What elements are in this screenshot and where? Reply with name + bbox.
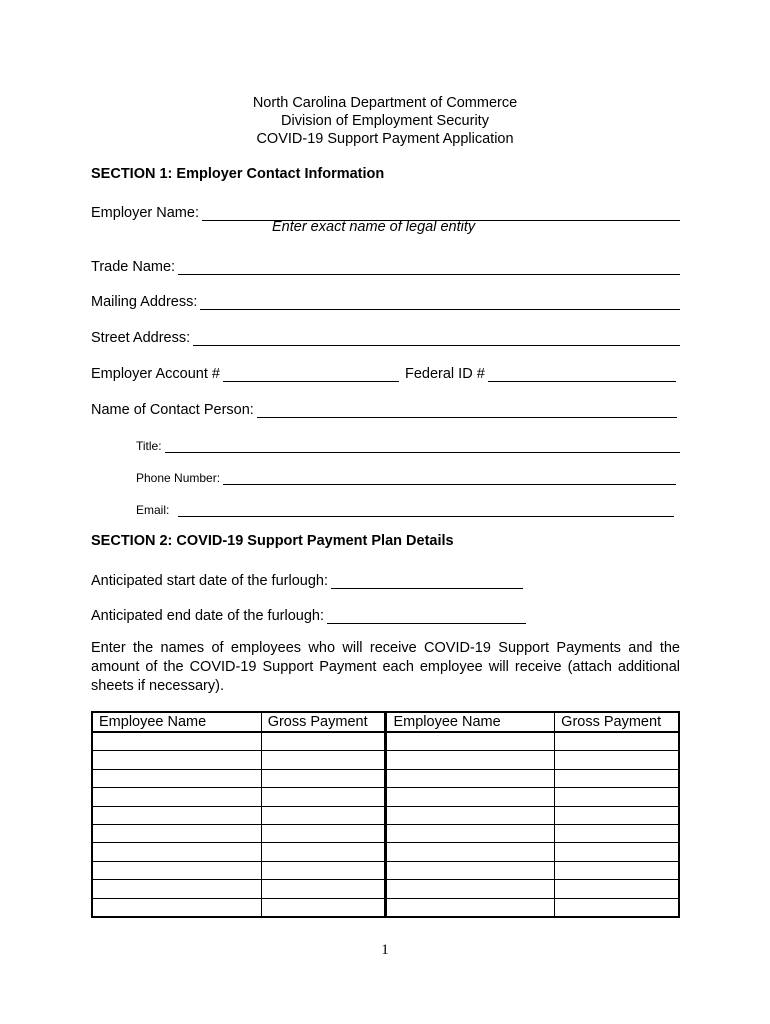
table-row bbox=[92, 788, 679, 806]
table-cell[interactable] bbox=[92, 751, 261, 769]
table-cell[interactable] bbox=[386, 732, 555, 751]
table-cell[interactable] bbox=[261, 861, 386, 879]
table-cell[interactable] bbox=[261, 751, 386, 769]
table-cell[interactable] bbox=[92, 806, 261, 824]
table-cell[interactable] bbox=[261, 898, 386, 917]
table-cell[interactable] bbox=[386, 898, 555, 917]
title-line[interactable] bbox=[165, 437, 680, 453]
end-date-line[interactable] bbox=[327, 608, 526, 624]
employee-payment-table bbox=[91, 711, 680, 918]
table-cell[interactable] bbox=[386, 769, 555, 787]
header-employee-name-1: Employee Name bbox=[92, 712, 261, 732]
end-date-label: Anticipated end date of the furlough: bbox=[91, 608, 324, 624]
employer-name-label: Employer Name: bbox=[91, 205, 199, 221]
table-row bbox=[92, 861, 679, 879]
table-cell[interactable] bbox=[261, 843, 386, 861]
email-label: Email: bbox=[136, 503, 170, 517]
table-cell[interactable] bbox=[92, 732, 261, 751]
contact-person-field[interactable] bbox=[91, 398, 677, 418]
table-cell[interactable] bbox=[555, 843, 679, 861]
table-row bbox=[92, 806, 679, 824]
table-cell[interactable] bbox=[92, 843, 261, 861]
trade-name-field[interactable] bbox=[91, 255, 680, 275]
table-cell[interactable] bbox=[261, 880, 386, 898]
table-cell[interactable] bbox=[261, 769, 386, 787]
employer-account-line[interactable] bbox=[223, 366, 399, 382]
table-cell[interactable] bbox=[386, 843, 555, 861]
mailing-address-label: Mailing Address: bbox=[91, 294, 198, 310]
header-employee-name-2: Employee Name bbox=[386, 712, 555, 732]
header-gross-payment-1: Gross Payment bbox=[261, 712, 386, 732]
table-cell[interactable] bbox=[555, 824, 679, 842]
mailing-address-line[interactable] bbox=[200, 294, 680, 310]
table-cell[interactable] bbox=[92, 824, 261, 842]
employer-name-note: Enter exact name of legal entity bbox=[272, 219, 476, 235]
header-line-2: Division of Employment Security bbox=[281, 113, 489, 129]
table-row bbox=[92, 824, 679, 842]
table-cell[interactable] bbox=[386, 751, 555, 769]
table-cell[interactable] bbox=[261, 824, 386, 842]
end-date-field[interactable] bbox=[91, 604, 526, 624]
header-line-1: North Carolina Department of Commerce bbox=[252, 95, 518, 111]
table-row bbox=[92, 898, 679, 917]
table-row bbox=[92, 843, 679, 861]
federal-id-label: Federal ID # bbox=[404, 366, 485, 382]
phone-label: Phone Number: bbox=[136, 471, 221, 485]
table-cell[interactable] bbox=[261, 732, 386, 751]
table-cell[interactable] bbox=[555, 806, 679, 824]
section-1-title: SECTION 1: Employer Contact Information bbox=[91, 166, 385, 182]
start-date-label: Anticipated start date of the furlough: bbox=[91, 573, 328, 589]
table-cell[interactable] bbox=[92, 769, 261, 787]
account-ids-field[interactable] bbox=[91, 362, 676, 382]
table-row bbox=[92, 732, 679, 751]
document-header bbox=[0, 94, 770, 148]
table-cell[interactable] bbox=[386, 880, 555, 898]
start-date-field[interactable] bbox=[91, 569, 523, 589]
table-body bbox=[92, 732, 679, 917]
contact-person-label: Name of Contact Person: bbox=[91, 402, 254, 418]
section-2-title: SECTION 2: COVID-19 Support Payment Plan Details bbox=[91, 533, 454, 549]
table-cell[interactable] bbox=[386, 824, 555, 842]
phone-field[interactable] bbox=[136, 465, 676, 485]
table-cell[interactable] bbox=[555, 898, 679, 917]
table-cell[interactable] bbox=[555, 880, 679, 898]
street-address-field[interactable] bbox=[91, 326, 680, 346]
email-field[interactable] bbox=[136, 497, 674, 517]
header-line-3: COVID-19 Support Payment Application bbox=[256, 131, 514, 147]
table-cell[interactable] bbox=[386, 788, 555, 806]
table-cell[interactable] bbox=[555, 861, 679, 879]
table-header-row bbox=[92, 712, 679, 732]
table-row bbox=[92, 751, 679, 769]
street-address-label: Street Address: bbox=[91, 330, 191, 346]
employer-account-label: Employer Account # bbox=[91, 366, 220, 382]
header-gross-payment-2: Gross Payment bbox=[555, 712, 679, 732]
federal-id-line[interactable] bbox=[488, 366, 676, 382]
trade-name-line[interactable] bbox=[178, 259, 680, 275]
contact-person-line[interactable] bbox=[257, 402, 677, 418]
table-row bbox=[92, 880, 679, 898]
table-cell[interactable] bbox=[92, 898, 261, 917]
instructions-paragraph: Enter the names of employees who will receive COVID-19 Support Payments and the amount of the COVID-19 Support Payment each employee will receive (attach additional sheets if necessary). bbox=[91, 640, 680, 694]
title-label: Title: bbox=[136, 439, 162, 453]
employer-name-field[interactable] bbox=[91, 201, 680, 221]
start-date-line[interactable] bbox=[331, 573, 523, 589]
table-cell[interactable] bbox=[92, 788, 261, 806]
trade-name-label: Trade Name: bbox=[91, 259, 176, 275]
table-cell[interactable] bbox=[386, 806, 555, 824]
mailing-address-field[interactable] bbox=[91, 290, 680, 310]
table-cell[interactable] bbox=[555, 788, 679, 806]
table-cell[interactable] bbox=[555, 751, 679, 769]
street-address-line[interactable] bbox=[193, 330, 680, 346]
table-cell[interactable] bbox=[261, 788, 386, 806]
phone-line[interactable] bbox=[223, 469, 676, 485]
table-cell[interactable] bbox=[386, 861, 555, 879]
title-field[interactable] bbox=[136, 433, 680, 453]
table-cell[interactable] bbox=[555, 732, 679, 751]
table-cell[interactable] bbox=[92, 861, 261, 879]
email-line[interactable] bbox=[178, 501, 674, 517]
table-cell[interactable] bbox=[261, 806, 386, 824]
table-cell[interactable] bbox=[555, 769, 679, 787]
page-number: 1 bbox=[381, 942, 389, 958]
table-cell[interactable] bbox=[92, 880, 261, 898]
table-row bbox=[92, 769, 679, 787]
